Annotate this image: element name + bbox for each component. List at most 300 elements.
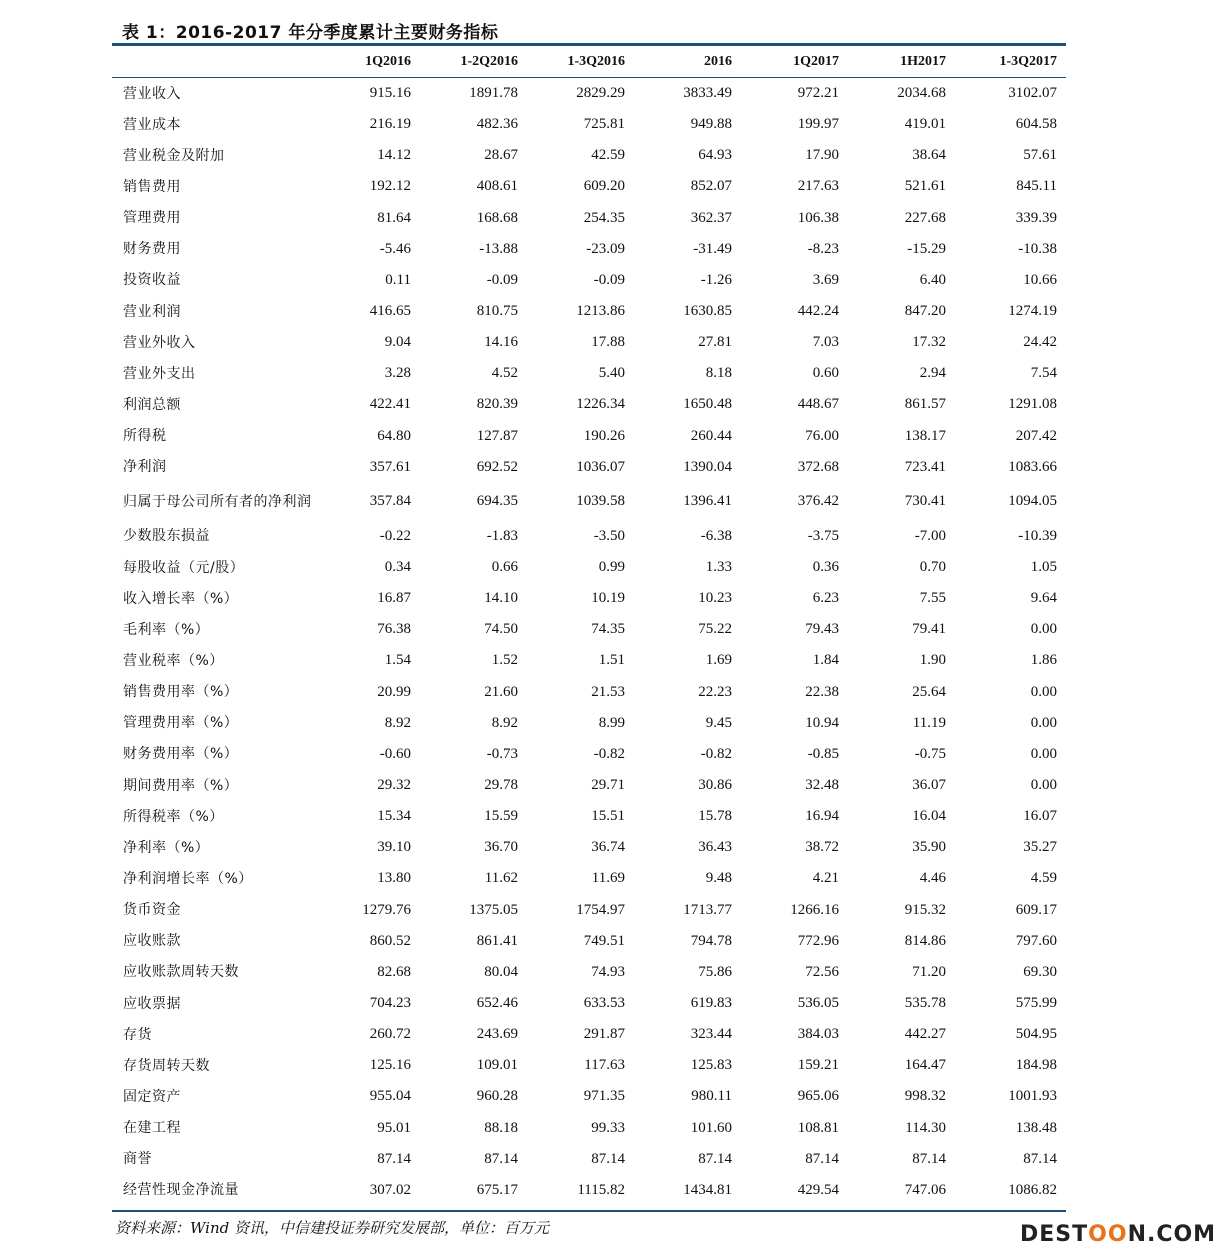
table-row (112, 1175, 1066, 1206)
table-cell: 217.63 (797, 178, 839, 195)
table-cell: 127.87 (476, 427, 518, 444)
table-cell: 384.03 (797, 1026, 839, 1043)
table-cell: 749.51 (583, 932, 625, 949)
table-cell: 4.52 (491, 365, 518, 382)
row-label: 管理费用率（%） (123, 715, 239, 732)
table-cell: 652.46 (476, 995, 518, 1011)
table-cell: 36.70 (484, 839, 518, 856)
row-label: 销售费用率（%） (123, 684, 239, 701)
table-cell: 10.19 (591, 590, 625, 607)
table-cell: 64.93 (698, 147, 732, 164)
table-cell: 14.10 (484, 590, 518, 607)
table-cell: 168.68 (476, 209, 518, 226)
table-cell: 692.52 (476, 458, 518, 475)
table-cell: 87.14 (912, 1150, 946, 1167)
header-row (112, 47, 1066, 78)
table-cell: 619.83 (690, 995, 732, 1011)
table-cell: 980.11 (691, 1088, 732, 1105)
table-cell: 76.00 (805, 427, 839, 444)
table-cell: 3.69 (812, 271, 839, 288)
table-cell: 0.70 (919, 559, 946, 576)
table-cell: 24.42 (1023, 334, 1057, 351)
table-cell: 38.64 (912, 147, 946, 164)
table-row (112, 645, 1066, 676)
header-cell: 1-2Q2016 (420, 47, 527, 78)
table-cell: 0.00 (1030, 714, 1057, 731)
table-cell: 915.32 (904, 901, 946, 918)
table-cell: 227.68 (904, 209, 946, 226)
table-cell: 860.52 (369, 932, 411, 949)
table-cell: 114.30 (905, 1119, 946, 1136)
table-cell: 38.72 (805, 839, 839, 856)
header-cell: 1Q2016 (312, 47, 420, 78)
row-label: 营业外支出 (123, 365, 196, 382)
table-cell: 797.60 (1015, 932, 1057, 949)
table-cell: 675.17 (476, 1181, 518, 1198)
table-cell: 10.66 (1023, 271, 1057, 288)
table-cell: 82.68 (377, 963, 411, 980)
table-cell: 190.26 (583, 427, 625, 444)
table-row (112, 552, 1066, 583)
table-cell: -6.38 (700, 527, 732, 544)
table-cell: 8.18 (705, 365, 732, 382)
table-cell: 323.44 (690, 1026, 732, 1043)
table-cell: 75.86 (698, 963, 732, 980)
table-cell: 723.41 (904, 458, 946, 475)
source-note: 资料来源：Wind 资讯，中信建投证券研究发展部，单位：百万元 (115, 1219, 549, 1237)
table-cell: 95.01 (377, 1119, 411, 1136)
table-cell: 725.81 (583, 116, 625, 133)
table-cell: 14.12 (377, 147, 411, 164)
table-cell: -23.09 (586, 240, 625, 257)
table-cell: 16.07 (1023, 808, 1057, 825)
table-cell: 4.21 (812, 870, 839, 887)
table-cell: 42.59 (591, 147, 625, 164)
table-row (112, 957, 1066, 988)
table-cell: 1279.76 (362, 901, 411, 918)
table-cell: 1.52 (491, 652, 518, 669)
table-cell: 794.78 (690, 932, 732, 949)
table-cell: 971.35 (583, 1088, 625, 1105)
row-label: 投资收益 (123, 272, 181, 289)
table-row (112, 452, 1066, 483)
table-cell: 357.61 (369, 458, 411, 475)
table-cell: 482.36 (476, 116, 518, 133)
table-row (112, 296, 1066, 327)
table-cell: 16.87 (377, 590, 411, 607)
table-row (112, 1050, 1066, 1081)
table-cell: 11.19 (912, 714, 946, 731)
row-label: 应收账款周转天数 (123, 964, 239, 981)
table-cell: 15.59 (484, 808, 518, 825)
table-cell: 442.24 (797, 303, 839, 320)
row-label: 少数股东损益 (123, 528, 210, 545)
table-cell: 747.06 (904, 1181, 946, 1198)
table-row (112, 203, 1066, 234)
table-cell: 376.42 (797, 493, 839, 510)
table-cell: 4.59 (1030, 870, 1057, 887)
table-cell: 291.87 (583, 1026, 625, 1043)
table-cell: 1266.16 (790, 901, 839, 918)
row-label: 财务费用率（%） (123, 746, 239, 763)
table-cell: 357.84 (369, 493, 411, 510)
table-row (112, 421, 1066, 452)
row-label: 营业成本 (123, 116, 181, 133)
table-cell: 2829.29 (576, 85, 625, 102)
table-cell: 861.57 (904, 396, 946, 413)
row-label: 所得税 (123, 428, 167, 445)
table-cell: 521.61 (904, 178, 946, 195)
table-cell: -3.50 (593, 527, 625, 544)
table-row (112, 770, 1066, 801)
table-cell: 820.39 (476, 396, 518, 413)
table-cell: 22.23 (698, 683, 732, 700)
table-cell: 772.96 (797, 932, 839, 949)
table-cell: 6.40 (919, 271, 946, 288)
row-label: 期间费用率（%） (123, 777, 239, 794)
table-cell: 74.35 (591, 621, 625, 638)
table-cell: 419.01 (904, 116, 946, 133)
row-label: 营业外收入 (123, 334, 196, 351)
table-cell: 109.01 (476, 1057, 518, 1074)
table-row (112, 78, 1066, 110)
table-cell: 609.20 (583, 178, 625, 195)
table-cell: -0.85 (807, 745, 839, 762)
row-label: 营业税率（%） (123, 652, 224, 669)
table-cell: 87.14 (698, 1150, 732, 1167)
table-cell: 307.02 (369, 1181, 411, 1198)
table-cell: 1.86 (1030, 652, 1057, 669)
row-label: 净利润增长率（%） (123, 870, 253, 887)
table-cell: 0.11 (385, 271, 411, 288)
table-cell: 101.60 (690, 1119, 732, 1136)
table-row (112, 832, 1066, 863)
table-cell: 1.33 (705, 559, 732, 576)
table-cell: 998.32 (904, 1088, 946, 1105)
table-cell: 164.47 (904, 1057, 946, 1074)
table-cell: 4.46 (919, 870, 946, 887)
table-cell: 29.78 (484, 777, 518, 794)
table-cell: 6.23 (812, 590, 839, 607)
table-cell: -0.22 (379, 527, 411, 544)
table-row (112, 1144, 1066, 1175)
row-label: 收入增长率（%） (123, 590, 239, 607)
row-label: 应收账款 (123, 933, 181, 950)
table-cell: 16.04 (912, 808, 946, 825)
table-cell: -0.60 (379, 745, 411, 762)
table-row (112, 583, 1066, 614)
table-cell: 207.42 (1015, 427, 1057, 444)
table-cell: 159.21 (797, 1057, 839, 1074)
watermark-text: N.COM (1127, 1222, 1216, 1247)
row-label: 每股收益（元/股） (123, 559, 245, 576)
table-cell: 1213.86 (576, 303, 625, 320)
table-cell: 2034.68 (897, 85, 946, 102)
table-cell: 125.16 (369, 1057, 411, 1074)
row-label: 净利润 (123, 459, 167, 476)
table-cell: 609.17 (1015, 901, 1057, 918)
table-cell: 138.17 (904, 427, 946, 444)
table-cell: 7.54 (1030, 365, 1057, 382)
table-cell: 10.23 (698, 590, 732, 607)
table-cell: 704.23 (369, 995, 411, 1011)
table-cell: 1650.48 (683, 396, 732, 413)
table-cell: -0.82 (593, 745, 625, 762)
table-cell: 3.28 (384, 365, 411, 382)
table-cell: 416.65 (369, 303, 411, 320)
table-cell: 949.88 (690, 116, 732, 133)
table-cell: 504.95 (1015, 1026, 1057, 1043)
table-cell: 362.37 (690, 209, 732, 226)
table-cell: 14.16 (484, 334, 518, 351)
row-label: 营业税金及附加 (123, 147, 225, 164)
table-cell: 575.99 (1015, 995, 1057, 1011)
table-cell: 448.67 (797, 396, 839, 413)
table-row (112, 521, 1066, 552)
table-cell: 442.27 (904, 1026, 946, 1043)
table-cell: 1.54 (384, 652, 411, 669)
table-cell: -31.49 (693, 240, 732, 257)
table-cell: 0.00 (1030, 777, 1057, 794)
table-cell: 960.28 (476, 1088, 518, 1105)
table-cell: 0.66 (491, 559, 518, 576)
table-cell: 99.33 (591, 1119, 625, 1136)
table-cell: 39.10 (377, 839, 411, 856)
table-cell: 76.38 (377, 621, 411, 638)
row-label: 毛利率（%） (123, 621, 210, 638)
table-cell: 192.12 (369, 178, 411, 195)
table-cell: 1039.58 (576, 493, 625, 510)
row-label: 归属于母公司所有者的净利润 (123, 493, 312, 510)
table-bottom-rule (112, 1210, 1066, 1212)
table-cell: 21.60 (484, 683, 518, 700)
table-top-rule (112, 43, 1066, 46)
table-cell: 9.64 (1030, 590, 1057, 607)
table-cell: 17.32 (912, 334, 946, 351)
table-cell: 87.14 (377, 1150, 411, 1167)
table-cell: 8.99 (598, 714, 625, 731)
table-row (112, 1113, 1066, 1144)
header-cell (112, 47, 312, 78)
table-cell: 30.86 (698, 777, 732, 794)
table-cell: 535.78 (904, 995, 946, 1011)
table-cell: -0.09 (486, 271, 518, 288)
table-row (112, 234, 1066, 265)
table-cell: 35.90 (912, 839, 946, 856)
table-cell: -10.39 (1018, 527, 1057, 544)
table-row (112, 863, 1066, 894)
table-cell: 1.51 (598, 652, 625, 669)
table-cell: 64.80 (377, 427, 411, 444)
row-label: 所得税率（%） (123, 808, 224, 825)
table-cell: 1274.19 (1008, 303, 1057, 320)
table-cell: -3.75 (807, 527, 839, 544)
row-label: 利润总额 (123, 396, 181, 413)
table-cell: 845.11 (1016, 178, 1057, 195)
table-cell: 106.38 (797, 209, 839, 226)
table-row (112, 708, 1066, 739)
table-row (112, 1019, 1066, 1050)
table-cell: 852.07 (690, 178, 732, 195)
table-cell: -0.82 (700, 745, 732, 762)
table-cell: 1.84 (812, 652, 839, 669)
table-cell: 0.99 (598, 559, 625, 576)
table-cell: 10.94 (805, 714, 839, 731)
table-cell: 87.14 (591, 1150, 625, 1167)
table-cell: 0.00 (1030, 621, 1057, 638)
table-cell: 1375.05 (469, 901, 518, 918)
row-label: 固定资产 (123, 1088, 181, 1105)
table-cell: 88.18 (484, 1119, 518, 1136)
table-cell: 422.41 (369, 396, 411, 413)
row-label: 净利率（%） (123, 839, 210, 856)
table-cell: 138.48 (1015, 1119, 1057, 1136)
table-cell: 861.41 (476, 932, 518, 949)
table-cell: 9.04 (384, 334, 411, 351)
table-cell: -13.88 (479, 240, 518, 257)
row-label: 货币资金 (123, 902, 181, 919)
row-label: 应收票据 (123, 995, 181, 1012)
header-cell: 1-3Q2017 (955, 47, 1066, 78)
table-row (112, 1081, 1066, 1112)
table-cell: 36.43 (698, 839, 732, 856)
table-cell: 21.53 (591, 683, 625, 700)
table-cell: 5.40 (598, 365, 625, 382)
table-cell: 915.16 (369, 85, 411, 102)
table-cell: 125.83 (690, 1057, 732, 1074)
table-cell: 29.71 (591, 777, 625, 794)
table-cell: 1.69 (705, 652, 732, 669)
table-cell: -0.73 (486, 745, 518, 762)
table-cell: 1713.77 (683, 901, 732, 918)
table-cell: 1891.78 (469, 85, 518, 102)
table-cell: 28.67 (484, 147, 518, 164)
table-cell: 32.48 (805, 777, 839, 794)
table-cell: -10.38 (1018, 240, 1057, 257)
table-cell: 1396.41 (683, 493, 732, 510)
table-cell: 536.05 (797, 995, 839, 1011)
table-cell: -1.83 (486, 527, 518, 544)
table-cell: -0.09 (593, 271, 625, 288)
table-cell: 74.93 (591, 963, 625, 980)
table-row (112, 926, 1066, 957)
table-cell: -8.23 (807, 240, 839, 257)
watermark-logo (1020, 1222, 1216, 1247)
table-cell: 11.62 (484, 870, 518, 887)
table-cell: 25.64 (912, 683, 946, 700)
table-cell: 8.92 (491, 714, 518, 731)
table-cell: 1.05 (1030, 559, 1057, 576)
header-cell: 1-3Q2016 (527, 47, 634, 78)
table-cell: 72.56 (805, 963, 839, 980)
table-cell: 35.27 (1023, 839, 1057, 856)
table-row (112, 483, 1066, 521)
header-cell: 1H2017 (848, 47, 955, 78)
table-cell: -15.29 (907, 240, 946, 257)
table-cell: 199.97 (797, 116, 839, 133)
table-cell: 955.04 (369, 1088, 411, 1105)
table-row (112, 358, 1066, 389)
table-cell: 0.34 (384, 559, 411, 576)
table-cell: 1115.82 (577, 1181, 625, 1198)
table-cell: 87.14 (1023, 1150, 1057, 1167)
table-cell: 604.58 (1015, 116, 1057, 133)
table-cell: 0.00 (1030, 683, 1057, 700)
table-cell: 87.14 (805, 1150, 839, 1167)
table-cell: 1036.07 (576, 458, 625, 475)
table-cell: 13.80 (377, 870, 411, 887)
table-cell: 11.69 (591, 870, 625, 887)
table-row (112, 739, 1066, 770)
table-cell: 184.98 (1015, 1057, 1057, 1074)
table-cell: 260.72 (369, 1026, 411, 1043)
row-label: 管理费用 (123, 210, 181, 227)
table-cell: 15.51 (591, 808, 625, 825)
table-cell: 81.64 (377, 209, 411, 226)
table-cell: 965.06 (797, 1088, 839, 1105)
table-cell: 69.30 (1023, 963, 1057, 980)
table-cell: 36.74 (591, 839, 625, 856)
table-cell: 7.55 (919, 590, 946, 607)
table-cell: -5.46 (379, 240, 411, 257)
header-cell: 2016 (634, 47, 741, 78)
table-cell: 339.39 (1015, 209, 1057, 226)
table-cell: 17.88 (591, 334, 625, 351)
header-cell: 1Q2017 (741, 47, 848, 78)
table-cell: 260.44 (690, 427, 732, 444)
table-cell: 1754.97 (576, 901, 625, 918)
table-row (112, 327, 1066, 358)
table-cell: 0.60 (812, 365, 839, 382)
table-row (112, 614, 1066, 645)
table-cell: 694.35 (476, 493, 518, 510)
row-label: 营业收入 (123, 85, 181, 102)
table-cell: 810.75 (476, 303, 518, 320)
table-cell: 17.90 (805, 147, 839, 164)
row-label: 财务费用 (123, 241, 181, 258)
table-cell: 408.61 (476, 178, 518, 195)
table-cell: 1083.66 (1008, 458, 1057, 475)
table-cell: 372.68 (797, 458, 839, 475)
financial-table (112, 47, 1066, 1206)
table-cell: -1.26 (700, 271, 732, 288)
table-cell: 216.19 (369, 116, 411, 133)
table-cell: 16.94 (805, 808, 839, 825)
table-cell: 0.36 (812, 559, 839, 576)
table-cell: 972.21 (797, 85, 839, 102)
table-cell: 8.92 (384, 714, 411, 731)
table-cell: 75.22 (698, 621, 732, 638)
table-cell: 57.61 (1023, 147, 1057, 164)
watermark-text: DEST (1020, 1222, 1089, 1247)
table-row (112, 140, 1066, 171)
table-cell: 814.86 (904, 932, 946, 949)
table-cell: 108.81 (797, 1119, 839, 1136)
table-cell: 80.04 (484, 963, 518, 980)
table-cell: 79.43 (805, 621, 839, 638)
table-cell: 1226.34 (576, 396, 625, 413)
table-cell: 1434.81 (683, 1181, 732, 1198)
table-cell: 29.32 (377, 777, 411, 794)
watermark-text: OO (1088, 1222, 1128, 1247)
table-cell: 15.78 (698, 808, 732, 825)
table-cell: 847.20 (904, 303, 946, 320)
row-label: 经营性现金净流量 (123, 1182, 239, 1199)
table-cell: 1390.04 (683, 458, 732, 475)
table-cell: 1001.93 (1008, 1088, 1057, 1105)
table-cell: 22.38 (805, 683, 839, 700)
table-row (112, 895, 1066, 926)
